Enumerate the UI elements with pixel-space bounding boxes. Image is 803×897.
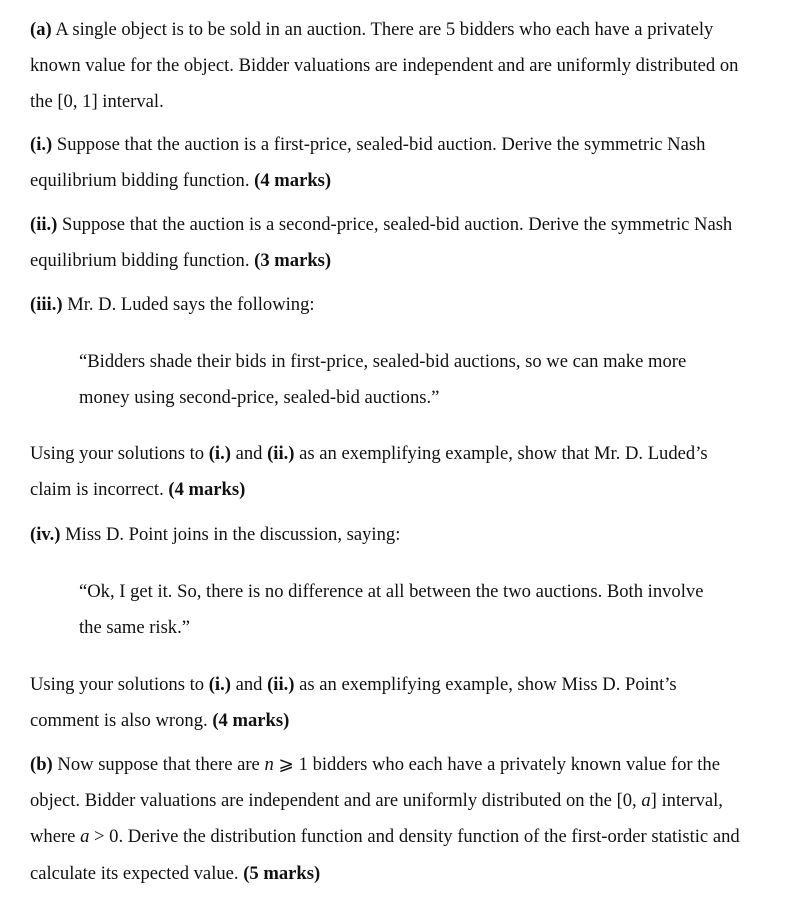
question-a-i: (i.) Suppose that the auction is a first-price, sealed-bid auction. Derive the symmetric Nash equilibrium bidding function. (4 marks): [30, 134, 706, 192]
question-a: (a) A single object is to be sold in an auction. There are 5 bidders who each have a privately known value for the object. Bidder valuations are independent and are uniformly distributed on the [0, 1] interval.: [30, 19, 739, 113]
question-a-iv: (iv.) Miss D. Point joins in the discussion, saying:: [30, 524, 401, 545]
question-b: (b) Now suppose that there are n ⩾ 1 bidders who each have a privately known value for the object. Bidder valuations are independent and are uniformly distributed on the [0, a] interval, where a > 0. Derive the distribution function and density function of the first-order statistic and calculate its expected value. (5 marks): [30, 754, 740, 884]
question-a-iv-task: Using your solutions to (i.) and (ii.) as an exemplifying example, show Miss D. Point’s comment is also wrong. (4 marks): [30, 674, 677, 732]
question-a-iii-task: Using your solutions to (i.) and (ii.) as an exemplifying example, show that Mr. D. Luded’s claim is incorrect. (4 marks): [30, 443, 708, 501]
question-a-ii: (ii.) Suppose that the auction is a second-price, sealed-bid auction. Derive the symmetric Nash equilibrium bidding function. (3 marks): [30, 214, 733, 272]
question-a-iii: (iii.) Mr. D. Luded says the following:: [30, 294, 315, 315]
quote-d-point: “Ok, I get it. So, there is no difference at all between the two auctions. Both involve the same risk.”: [79, 581, 704, 639]
quote-d-luded: “Bidders shade their bids in first-price, sealed-bid auctions, so we can make more money using second-price, sealed-bid auctions.”: [79, 351, 687, 409]
